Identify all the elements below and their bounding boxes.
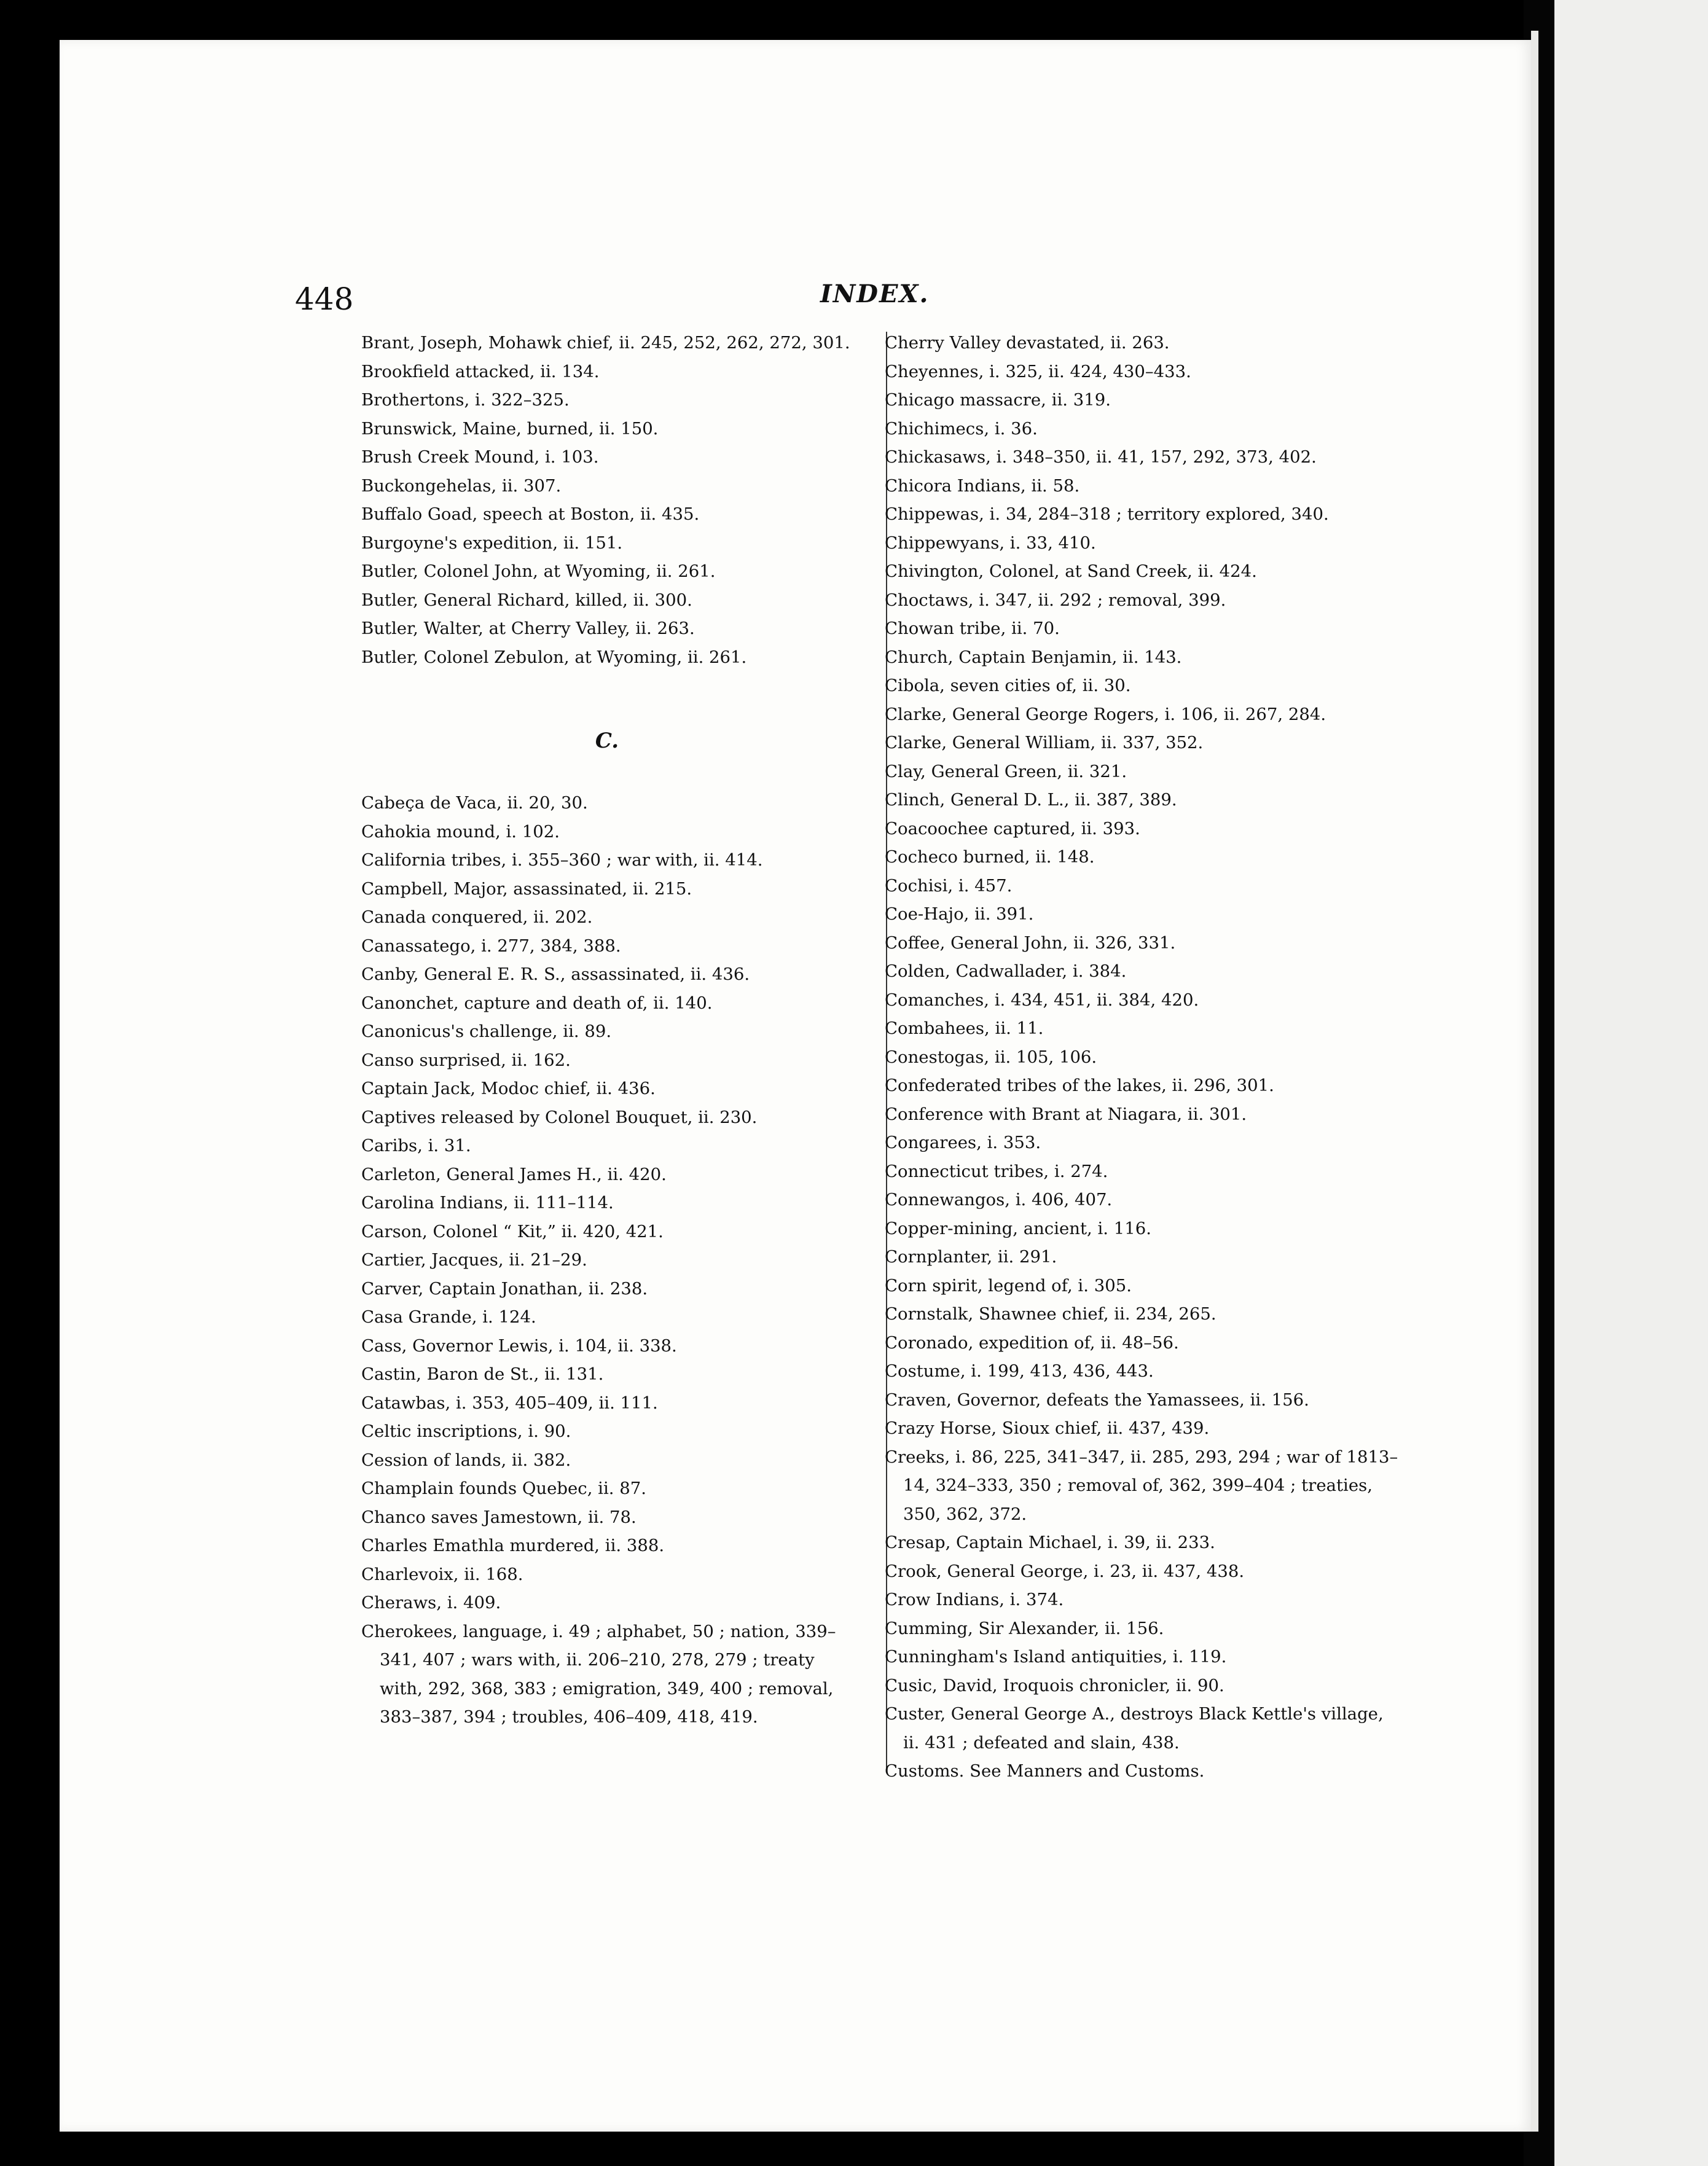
index-entry: Brunswick, Maine, burned, ii. 150.	[361, 418, 659, 439]
section-letter-heading: C.	[595, 729, 619, 753]
index-entry: Butler, Colonel Zebulon, at Wyoming, ii. 261.	[361, 647, 747, 667]
index-entry: Cahokia mound, i. 102.	[361, 821, 560, 842]
index-entry: Cass, Governor Lewis, i. 104, ii. 338.	[361, 1335, 677, 1356]
index-entry: Champlain founds Quebec, ii. 87.	[361, 1479, 646, 1498]
index-entry: Brush Creek Mound, i. 103.	[361, 447, 599, 467]
index-entry: Confederated tribes of the lakes, ii. 296, 301.	[885, 1076, 1274, 1095]
index-entry: Cartier, Jacques, ii. 21–29.	[361, 1250, 587, 1270]
index-entries-b	[361, 329, 853, 671]
index-entry: Chickasaws, i. 348–350, ii. 41, 157, 292, 373, 402.	[885, 447, 1317, 467]
index-entry: Charles Emathla murdered, ii. 388.	[361, 1536, 665, 1555]
page-number: 448	[295, 281, 354, 317]
index-entry: Chichimecs, i. 36.	[885, 418, 1038, 439]
index-entry: Craven, Governor, defeats the Yamassees, ii. 156.	[885, 1390, 1309, 1410]
index-entry: Cunningham's Island antiquities, i. 119.	[885, 1647, 1227, 1667]
running-head: INDEX.	[820, 280, 930, 308]
index-entry: Copper-mining, ancient, i. 116.	[885, 1218, 1152, 1238]
index-entry: Cumming, Sir Alexander, ii. 156.	[885, 1618, 1164, 1638]
index-entry: Carleton, General James H., ii. 420.	[361, 1164, 667, 1184]
index-entry: Cabeça de Vaca, ii. 20, 30.	[361, 793, 588, 813]
index-entry: Castin, Baron de St., ii. 131.	[361, 1364, 604, 1384]
index-entry: Customs. See Manners and Customs.	[885, 1761, 1205, 1781]
index-entry: Carson, Colonel “ Kit,” ii. 420, 421.	[361, 1221, 664, 1241]
index-entry: Cornplanter, ii. 291.	[885, 1247, 1057, 1267]
index-entry: Chowan tribe, ii. 70.	[885, 619, 1060, 638]
index-entry: Cusic, David, Iroquois chronicler, ii. 90.	[885, 1675, 1224, 1695]
index-entry: Casa Grande, i. 124.	[361, 1307, 536, 1327]
index-column-right	[885, 329, 1401, 1786]
page-edge	[1531, 31, 1538, 2132]
index-entry: Chanco saves Jamestown, ii. 78.	[361, 1507, 637, 1527]
index-entry: Connecticut tribes, i. 274.	[885, 1161, 1108, 1181]
index-entry: Church, Captain Benjamin, ii. 143.	[885, 647, 1182, 667]
index-entry: Creeks, i. 86, 225, 341–347, ii. 285, 293, 294 ; war of 1813–14, 324–333, 350 ; removal of, 362, 399–404 ; treaties, 350, 362, 372.	[885, 1447, 1398, 1524]
index-entry: Cheraws, i. 409.	[361, 1593, 501, 1613]
index-entry: Congarees, i. 353.	[885, 1133, 1041, 1152]
index-entry: Clarke, General George Rogers, i. 106, ii. 267, 284.	[885, 704, 1326, 724]
index-entry: Buffalo Goad, speech at Boston, ii. 435.	[361, 504, 700, 524]
index-entry: Carolina Indians, ii. 111–114.	[361, 1193, 614, 1213]
index-entry: Captives released by Colonel Bouquet, ii. 230.	[361, 1107, 758, 1127]
index-entry: Cherokees, language, i. 49 ; alphabet, 50 ; nation, 339–341, 407 ; wars with, ii. 206–210, 278, 279 ; treaty with, 292, 368, 383 ; emigration, 349, 400 ; removal, 383–387, 394 ; troubles, 406–409, 418, 419.	[361, 1621, 836, 1727]
adjacent-page-sliver	[1554, 0, 1708, 2166]
index-entry: Charlevoix, ii. 168.	[361, 1564, 523, 1584]
index-entry: Brant, Joseph, Mohawk chief, ii. 245, 252, 262, 272, 301.	[361, 333, 850, 353]
index-entry: Brookfield attacked, ii. 134.	[361, 361, 600, 381]
index-entry: Celtic inscriptions, i. 90.	[361, 1421, 571, 1441]
index-entry: Costume, i. 199, 413, 436, 443.	[885, 1361, 1154, 1381]
index-entry: Buckongehelas, ii. 307.	[361, 475, 562, 496]
index-entry: Cocheco burned, ii. 148.	[885, 847, 1095, 867]
index-entry: Canby, General E. R. S., assassinated, ii. 436.	[361, 964, 750, 984]
index-entry: Chippewas, i. 34, 284–318 ; territory explored, 340.	[885, 504, 1329, 524]
index-entry: Chicago massacre, ii. 319.	[885, 390, 1111, 410]
index-entry: Cherry Valley devastated, ii. 263.	[885, 333, 1170, 353]
index-entry: Coacoochee captured, ii. 393.	[885, 818, 1140, 839]
index-entry: Butler, Colonel John, at Wyoming, ii. 261.	[361, 561, 716, 581]
index-entry: Coronado, expedition of, ii. 48–56.	[885, 1332, 1179, 1353]
index-entry: Clay, General Green, ii. 321.	[885, 761, 1127, 781]
index-entry: Corn spirit, legend of, i. 305.	[885, 1275, 1132, 1296]
index-entry: California tribes, i. 355–360 ; war with, ii. 414.	[361, 850, 763, 870]
index-entries-c	[361, 789, 853, 1732]
index-entry: Canso surprised, ii. 162.	[361, 1050, 571, 1070]
index-entry: Cheyennes, i. 325, ii. 424, 430–433.	[885, 361, 1191, 381]
index-entry: Catawbas, i. 353, 405–409, ii. 111.	[361, 1393, 658, 1413]
index-column-left	[361, 329, 853, 1732]
index-entry: Colden, Cadwallader, i. 384.	[885, 961, 1127, 981]
index-entry: Crook, General George, i. 23, ii. 437, 438.	[885, 1561, 1245, 1581]
index-entry: Caribs, i. 31.	[361, 1136, 471, 1155]
index-entry: Crazy Horse, Sioux chief, ii. 437, 439.	[885, 1418, 1210, 1438]
index-entry: Cochisi, i. 457.	[885, 875, 1013, 896]
index-entry: Canonicus's challenge, ii. 89.	[361, 1022, 612, 1041]
index-entry: Chicora Indians, ii. 58.	[885, 475, 1080, 496]
index-entry: Canada conquered, ii. 202.	[361, 907, 593, 927]
index-entry: Choctaws, i. 347, ii. 292 ; removal, 399.	[885, 590, 1226, 610]
index-entry: Clinch, General D. L., ii. 387, 389.	[885, 790, 1177, 810]
index-entry: Conference with Brant at Niagara, ii. 301.	[885, 1104, 1247, 1124]
index-entry: Cresap, Captain Michael, i. 39, ii. 233.	[885, 1533, 1215, 1552]
index-entry: Cornstalk, Shawnee chief, ii. 234, 265.	[885, 1304, 1216, 1324]
index-entry: Chivington, Colonel, at Sand Creek, ii. 424.	[885, 561, 1257, 581]
index-entry: Captain Jack, Modoc chief, ii. 436.	[361, 1079, 656, 1098]
index-entry: Chippewyans, i. 33, 410.	[885, 533, 1096, 553]
index-entry: Coffee, General John, ii. 326, 331.	[885, 932, 1176, 953]
index-entry: Custer, General George A., destroys Black Kettle's village, ii. 431 ; defeated and slain, 438.	[885, 1704, 1384, 1753]
index-entry: Crow Indians, i. 374.	[885, 1590, 1064, 1609]
index-entry: Cibola, seven cities of, ii. 30.	[885, 676, 1131, 695]
index-entries-c-continued	[885, 329, 1401, 1786]
index-entry: Conestogas, ii. 105, 106.	[885, 1047, 1097, 1067]
index-entry: Cession of lands, ii. 382.	[361, 1450, 571, 1470]
index-entry: Brothertons, i. 322–325.	[361, 390, 570, 410]
index-entry: Butler, Walter, at Cherry Valley, ii. 263.	[361, 619, 695, 638]
index-entry: Campbell, Major, assassinated, ii. 215.	[361, 878, 692, 899]
index-entry: Connewangos, i. 406, 407.	[885, 1190, 1113, 1210]
index-entry: Canassatego, i. 277, 384, 388.	[361, 936, 621, 956]
index-entry: Burgoyne's expedition, ii. 151.	[361, 533, 623, 553]
index-entry: Coe-Hajo, ii. 391.	[885, 904, 1034, 924]
index-entry: Butler, General Richard, killed, ii. 300.	[361, 590, 692, 610]
index-entry: Comanches, i. 434, 451, ii. 384, 420.	[885, 990, 1199, 1010]
index-entry: Canonchet, capture and death of, ii. 140.	[361, 993, 713, 1013]
index-entry: Carver, Captain Jonathan, ii. 238.	[361, 1278, 648, 1299]
index-entry: Clarke, General William, ii. 337, 352.	[885, 733, 1204, 753]
index-entry: Combahees, ii. 11.	[885, 1018, 1044, 1038]
